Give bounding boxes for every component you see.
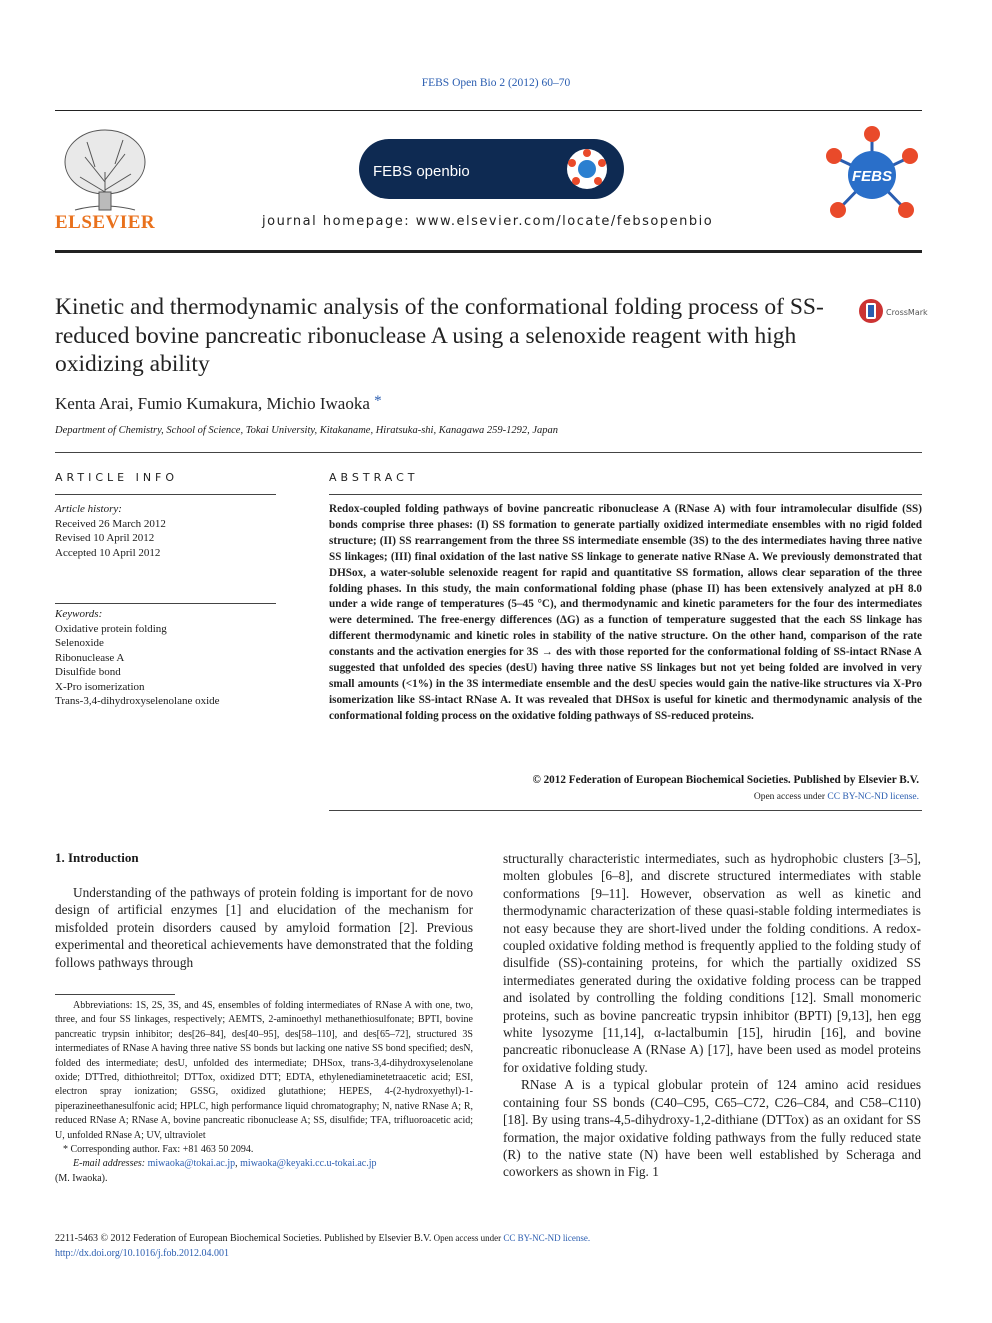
keyword-item: Ribonuclease A — [55, 651, 125, 664]
history-accepted: Accepted 10 April 2012 — [55, 546, 161, 559]
journal-reference[interactable]: FEBS Open Bio 2 (2012) 60–70 — [421, 77, 571, 89]
abbreviations-footnote: Abbreviations: 1S, 2S, 3S, and 4S, ensembles of folding intermediates of RNase A with one, two, three, and four SS linkages, respectively; AEMTS, 2-aminoethyl methanethiosulfonate; BPTI, bovine pancreatic trypsin inhibitor; des[26–84], des[40–95], des[58–110], and des[65–72], structured 3S intermediates of RNase A having three native SS bonds but lacking one native SS bond specified; desN, folded des intermediate; desU, unfolded des intermediate; DHSox, trans-3,4-dihydroxyselenolane oxide; DTTred, dithiothreitol; DTTox, oxidized DTT; EDTA, ethylenediaminetetraacetic acid; ESI, electron spray ionization; GSSG, oxidized glutathione; HEPES, 4-(2-hydroxyethyl)-1-piperazineethanesulfonic acid; HPLC, high performance liquid chromatography; N, native RNase A; R, reduced RNase A; RNase A, bovine pancreatic ribonuclease A; SS, disulfide; TFA, trifluoroacetic acid; U, unfolded RNase A; UV, ultraviolet — [55, 1000, 473, 1141]
intro-right-column — [503, 850, 921, 1181]
corresponding-author-footnote: * Corresponding author. Fax: +81 463 50 2094. — [63, 1144, 254, 1156]
keywords-rule — [55, 603, 276, 604]
abstract-text: Redox-coupled folding pathways of bovine pancreatic ribonuclease A (RNase A) with four intramolecular disulfide (SS) bonds comprise three phases: (I) SS formation to generate partially oxidized intermediate ensembles with no rigid folded structure; (II) SS rearrangement from the three SS intermediate ensemble (3S) to the des intermediates having three native SS linkages; (III) final oxidation of the last native SS linkage to generate native RNase A. We previously demonstrated that DHSox, a water-soluble selenoxide reagent for rapid and quantitative SS formation, allows clear separation of the three folding phases. In this study, the main conformational folding phase (phase II) has been extensively analyzed at pH 8.0 under a wide range of temperatures (5–45 °C), and thermodynamic and kinetic parameters for the four des intermediates were determined. The free-energy differences (ΔG) as a function of temperature suggested that the each SS linkage has different thermodynamic and kinetic roles in stability of the native structure. On the other hand, comparison of the rate constants and the activation energies for 3S → des with those reported for the conformational folding of SS-intact RNase A suggested that unfolded des species (desU) having three native SS linkages but not yet being folded are involved in very small amounts (<1%) in the 3S intermediate ensemble and the desU species would gain the native-like structures via X-Pro isomerization like SS-intact RNase A. It was revealed that DHSox is useful for kinetic and thermodynamic analysis of the conformational folding process on the oxidative folding pathways of SS-reduced proteins. — [329, 503, 922, 722]
journal-homepage[interactable]: journal homepage: www.elsevier.com/locate/febsopenbio — [262, 214, 714, 229]
footer-open-access-prefix: Open access under — [431, 1233, 504, 1243]
keyword-item: Trans-3,4-dihydroxyselenolane oxide — [55, 695, 220, 707]
intro-paragraph: RNase A is a typical globular protein of 124 amino acid residues containing four SS bonds (C40–C95, C65–C72, C26–C84, and C58–C110) [18]. By using trans-4,5-dihydroxy-1,2-dithiane (DTTox) as an oxidant for SS formation, the major oxidative folding pathways from the fully reduced state (R) to the native state (N) have been well established by Scheraga and coworkers as shown in Fig. 1 — [503, 1077, 921, 1180]
email-name: (M. Iwaoka). — [55, 1172, 108, 1184]
openbio-logo-graphic — [359, 139, 624, 199]
history-revised: Revised 10 April 2012 — [55, 532, 155, 544]
email-label: E-mail addresses: — [73, 1158, 148, 1170]
section-heading: 1. Introduction — [55, 850, 139, 865]
footer-copyright: 2211-5463 © 2012 Federation of European Biochemical Societies. Published by Elsevier B.V. — [55, 1233, 432, 1244]
history-received: Received 26 March 2012 — [55, 517, 166, 530]
keywords-label: Keywords: — [55, 608, 103, 620]
history-label: Article history: — [55, 503, 122, 515]
crossmark-label: CrossMark — [886, 308, 928, 317]
email-link[interactable]: miwaoka@keyaki.cc.u-tokai.ac.jp — [240, 1158, 377, 1170]
abstract-copyright: © 2012 Federation of European Biochemical Societies. Published by Elsevier B.V. — [532, 774, 919, 786]
email-separator: , — [235, 1158, 241, 1170]
article-history — [55, 502, 276, 560]
abstract-bottom-rule — [329, 810, 922, 811]
footer-license-link[interactable]: CC BY-NC-ND license. — [503, 1233, 591, 1243]
keyword-item: Disulfide bond — [55, 666, 121, 678]
intro-paragraph: structurally characteristic intermediates, such as hydrophobic clusters [3–5], molten globules [6–8], and discrete structured intermediates with stable conformations [9–11]. However, observation as well as kinetic and thermodynamic characterization of these quasi-stable folding intermediates is not easy because they are short-lived under the folding conditions. A redox-coupled oxidative folding method is frequently applied to the folding study of disulfide (SS)-containing proteins, for which the partially oxidized SS intermediates generated during the oxidative folding process can be trapped and isolated by controlling the folding conditions [12]. Small monomeric proteins, such as bovine pancreatic trypsin inhibitor (BPTI) [9,13], hen egg white lysozyme [11,14], α-lactalbumin [15], hirudin [16], and bovine pancreatic ribonuclease A (RNase A) [17], have been used as model proteins for oxidative folding study. — [503, 851, 921, 1075]
page-footer — [55, 1231, 590, 1261]
footnotes — [55, 999, 473, 1186]
crossmark-badge[interactable] — [858, 297, 938, 325]
open-access-prefix: Open access under — [753, 792, 828, 802]
authors-text: Kenta Arai, Fumio Kumakura, Michio Iwaoka — [55, 394, 370, 413]
email-link[interactable]: miwaoka@tokai.ac.jp — [147, 1158, 236, 1170]
author-list — [55, 393, 382, 414]
affiliation: Department of Chemistry, School of Science, Tokai University, Kitakaname, Hiratsuka-shi, Kanagawa 259-1292, Japan — [55, 425, 558, 436]
febs-society-logo — [822, 122, 922, 228]
febs-openbio-logo[interactable] — [359, 139, 624, 199]
crossmark-icon — [858, 297, 938, 325]
header-bottom-rule — [55, 250, 922, 253]
keywords — [55, 607, 276, 709]
doi-link[interactable]: http://dx.doi.org/10.1016/j.fob.2012.04.001 — [55, 1247, 229, 1259]
section-rule — [55, 452, 922, 453]
intro-paragraph: Understanding of the pathways of protein folding is important for de novo design of artificial enzymes [1] and elucidation of the mechanism for misfolded protein disorders caused by amyloid formation [2]. Previous experimental and theoretical achievements have demonstrated that the folding follows pathways through — [55, 885, 473, 970]
email-footnote — [55, 1157, 473, 1171]
abstract-rule — [329, 494, 922, 495]
abstract-heading: ABSTRACT — [329, 471, 419, 484]
corresponding-author-mark[interactable]: * — [374, 393, 382, 409]
febs-logo-text: FEBS — [851, 168, 893, 185]
license-link[interactable]: CC BY-NC-ND license. — [827, 792, 919, 802]
article-info-heading: ARTICLE INFO — [55, 471, 179, 484]
open-access-note — [329, 792, 919, 802]
article-info-rule — [55, 494, 276, 495]
keyword-item: X-Pro isomerization — [55, 680, 145, 693]
footnote-rule — [55, 994, 175, 995]
elsevier-wordmark: ELSEVIER — [55, 212, 156, 233]
header-top-rule — [55, 110, 922, 111]
intro-left-column — [55, 884, 473, 971]
keyword-item: Selenoxide — [55, 637, 104, 649]
article-title: Kinetic and thermodynamic analysis of the conformational folding process of SS-reduced bovine pancreatic ribonuclease A using a selenoxide reagent with high oxidizing ability — [55, 294, 824, 377]
footer-issn-line — [55, 1231, 590, 1247]
keyword-item: Oxidative protein folding — [55, 622, 167, 635]
openbio-logo-text: FEBS openbio — [373, 163, 470, 180]
